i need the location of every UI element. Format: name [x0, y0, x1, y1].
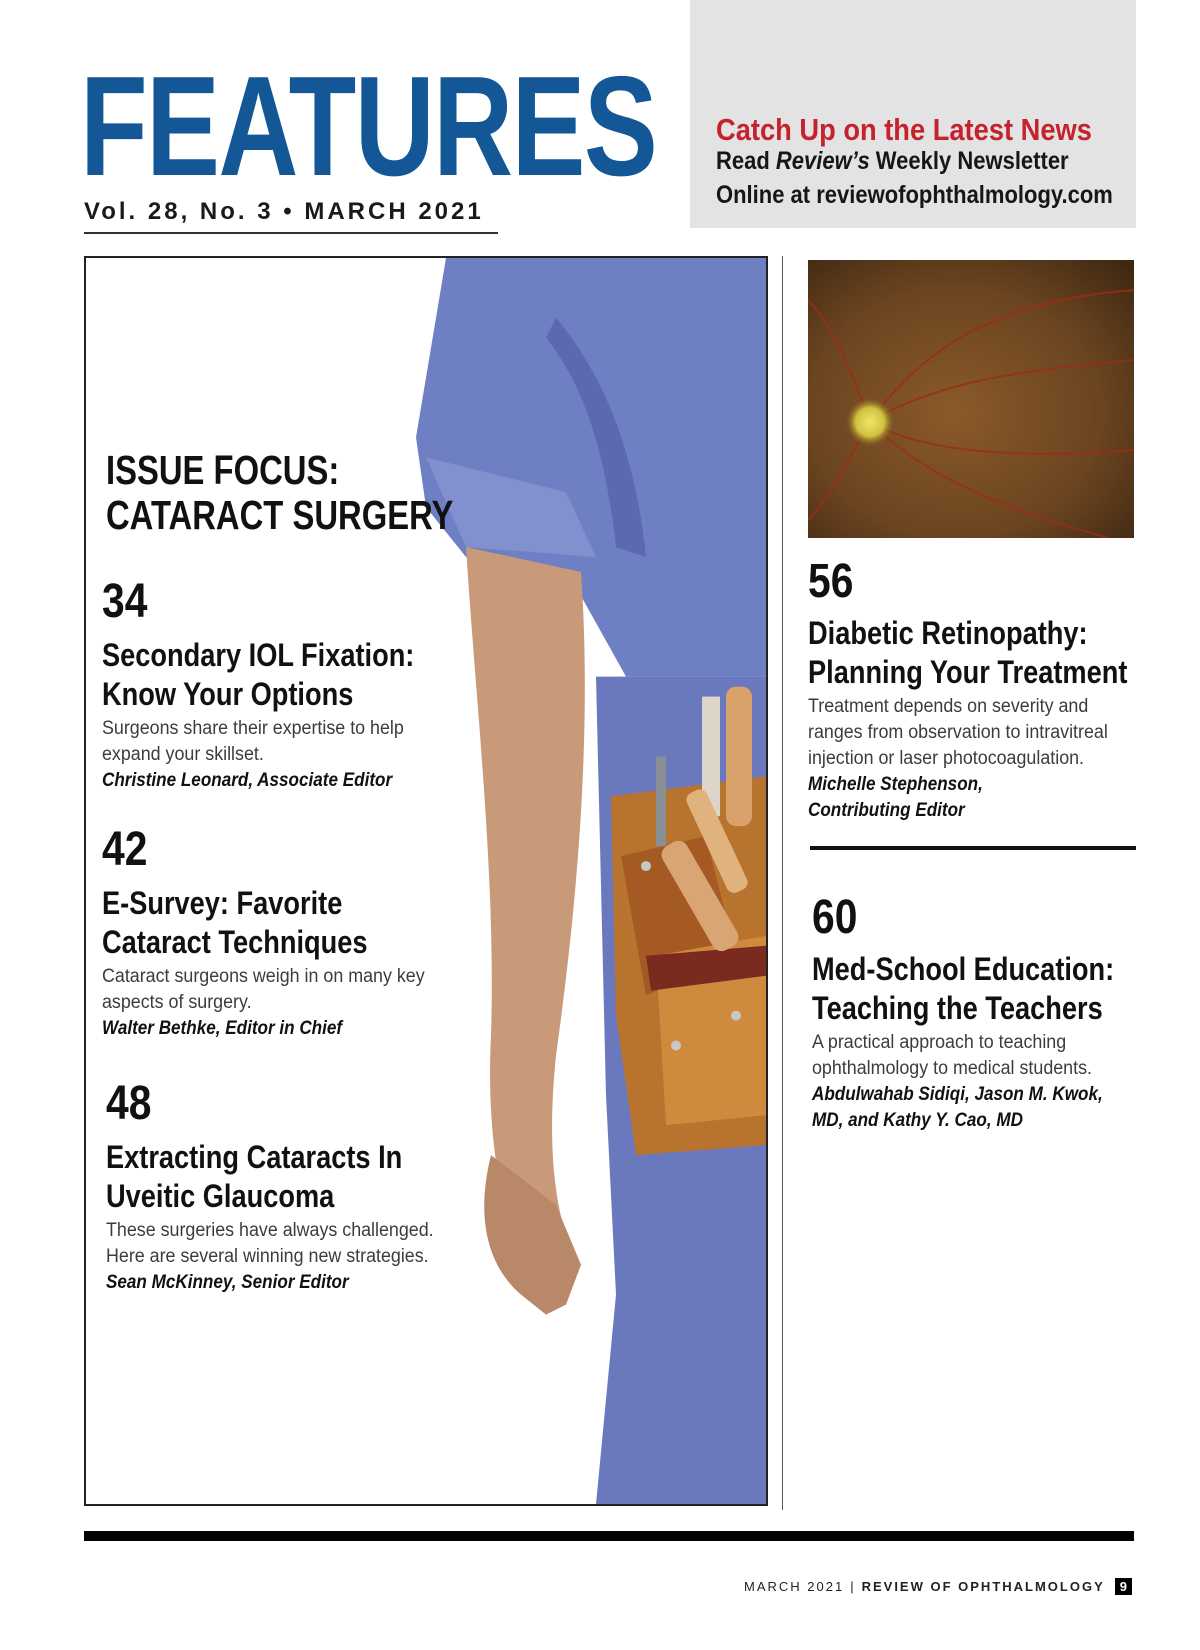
- feature-author: Sean McKinney, Senior Editor: [106, 1272, 349, 1293]
- footer-separator: |: [850, 1579, 856, 1594]
- surgeon-toolbelt-photo: [406, 258, 766, 1504]
- feature-title-line: Planning Your Treatment: [808, 654, 1128, 690]
- column-divider: [782, 256, 783, 1510]
- footer-rule: [84, 1531, 1134, 1541]
- page-title: FEATURES: [80, 47, 657, 206]
- feature-description-line: Cataract surgeons weigh in on many key: [102, 966, 425, 987]
- feature-description: [102, 716, 447, 768]
- issue-focus-line-1: ISSUE FOCUS:: [106, 447, 340, 493]
- feature-title-line: E-Survey: Favorite: [102, 885, 343, 921]
- feature-entry-60[interactable]: [812, 892, 1168, 1134]
- feature-title[interactable]: [812, 950, 1114, 1028]
- feature-author-line: Michelle Stephenson,: [808, 774, 983, 795]
- feature-title[interactable]: [106, 1138, 402, 1216]
- feature-description-line: These surgeries have always challenged.: [106, 1220, 434, 1241]
- feature-title-line: Med-School Education:: [812, 951, 1115, 987]
- footer-magazine-name: REVIEW OF OPHTHALMOLOGY: [861, 1579, 1105, 1594]
- promo-website-link[interactable]: Online at reviewofophthalmology.com: [716, 181, 1113, 209]
- feature-title-line: Diabetic Retinopathy:: [808, 615, 1088, 651]
- feature-entry-42[interactable]: [102, 824, 445, 1042]
- feature-entry-34[interactable]: [102, 576, 469, 794]
- feature-author-line: Abdulwahab Sidiqi, Jason M. Kwok,: [812, 1084, 1103, 1105]
- feature-entry-48[interactable]: [106, 1078, 455, 1296]
- feature-description: [102, 964, 425, 1016]
- feature-description-line: A practical approach to teaching: [812, 1032, 1067, 1053]
- feature-title-line: Secondary IOL Fixation:: [102, 637, 415, 673]
- feature-description-line: ranges from observation to intravitreal: [808, 722, 1108, 743]
- retina-fundus-photo: [808, 260, 1134, 538]
- cataract-feature-panel: [84, 256, 768, 1506]
- right-column-rule: [810, 846, 1136, 850]
- feature-page-number: 42: [102, 823, 148, 876]
- feature-author-line: MD, and Kathy Y. Cao, MD: [812, 1110, 1023, 1131]
- feature-title[interactable]: [102, 636, 414, 714]
- feature-author: Christine Leonard, Associate Editor: [102, 770, 393, 791]
- feature-title[interactable]: [808, 614, 1127, 692]
- footer-date: MARCH 2021: [744, 1579, 845, 1594]
- issue-focus-line-2: CATARACT SURGERY: [106, 492, 454, 538]
- feature-title-line: Extracting Cataracts In: [106, 1139, 403, 1175]
- feature-title-line: Know Your Options: [102, 676, 354, 712]
- feature-description-line: Surgeons share their expertise to help: [102, 718, 404, 739]
- feature-page-number: 56: [808, 555, 854, 608]
- feature-description-line: aspects of surgery.: [102, 992, 252, 1013]
- feature-description: [808, 694, 1161, 772]
- feature-description-line: ophthalmology to medical students.: [812, 1058, 1092, 1079]
- promo-heading: Catch Up on the Latest News: [716, 112, 1092, 147]
- feature-title-line: Cataract Techniques: [102, 924, 368, 960]
- feature-author: Walter Bethke, Editor in Chief: [102, 1018, 343, 1039]
- promo-line-newsletter: [716, 147, 1069, 176]
- issue-focus-heading: [106, 448, 453, 538]
- feature-title-line: Uveitic Glaucoma: [106, 1178, 335, 1214]
- promo-line-suffix: Weekly Newsletter: [869, 147, 1069, 175]
- feature-description-line: injection or laser photocoagulation.: [808, 748, 1085, 769]
- feature-entry-56[interactable]: [808, 556, 1184, 824]
- promo-line-italic: Review’s: [775, 147, 870, 175]
- feature-author-line: Contributing Editor: [808, 800, 965, 821]
- promo-line-prefix: Read: [716, 147, 776, 175]
- feature-description-line: expand your skillset.: [102, 744, 264, 765]
- page-number-badge: 9: [1115, 1578, 1132, 1595]
- feature-description: [106, 1218, 434, 1270]
- feature-title-line: Teaching the Teachers: [812, 990, 1103, 1026]
- feature-description: [812, 1030, 1146, 1082]
- feature-page-number: 60: [812, 891, 858, 944]
- feature-description-line: Treatment depends on severity and: [808, 696, 1089, 717]
- feature-page-number: 34: [102, 575, 148, 628]
- feature-author: [812, 1082, 1132, 1134]
- feature-title[interactable]: [102, 884, 394, 962]
- page-footer: [744, 1578, 1132, 1595]
- newsletter-promo-box[interactable]: [690, 0, 1136, 228]
- feature-author: [808, 772, 1146, 824]
- feature-description-line: Here are several winning new strategies.: [106, 1246, 429, 1267]
- issue-volume-line: Vol. 28, No. 3 • MARCH 2021: [84, 198, 484, 225]
- masthead-rule: [84, 232, 498, 234]
- feature-page-number: 48: [106, 1077, 152, 1130]
